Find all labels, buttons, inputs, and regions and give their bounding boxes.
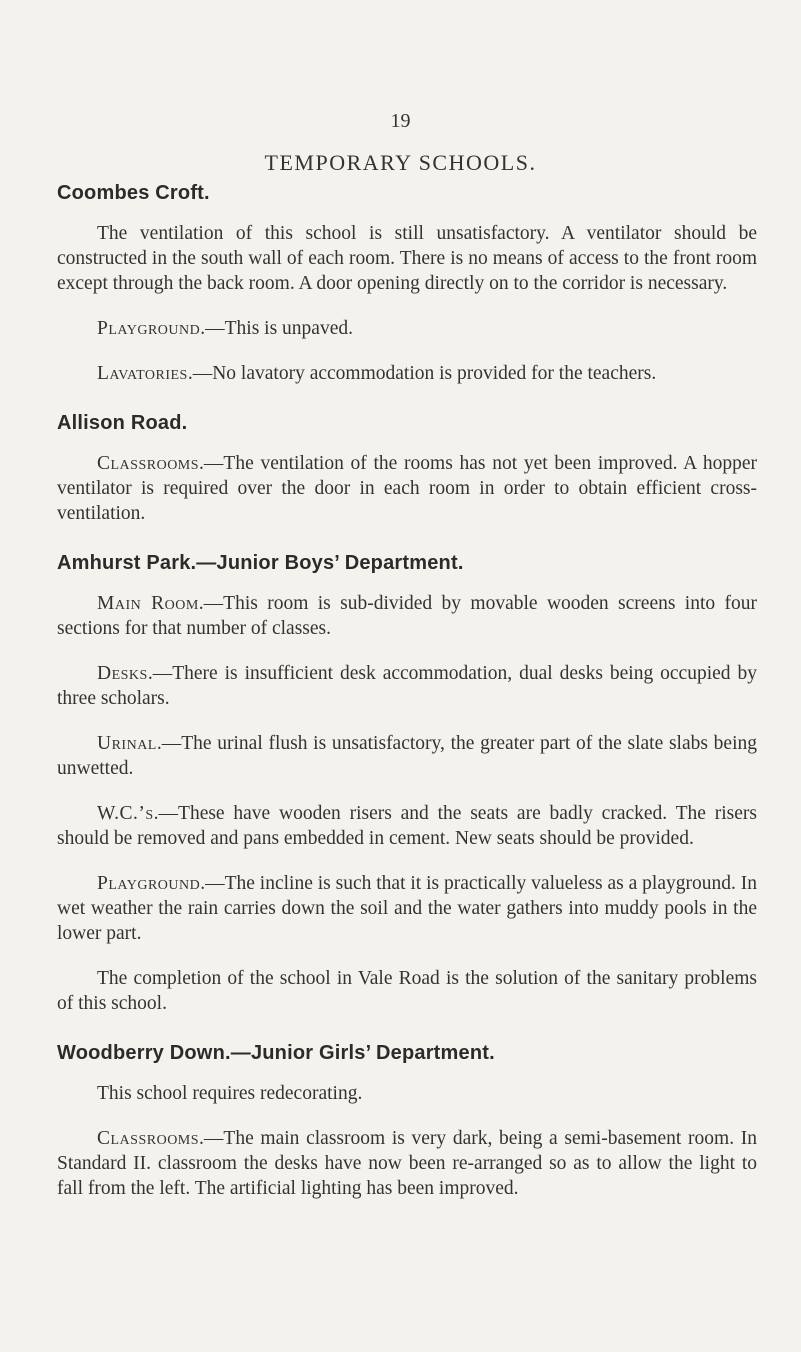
page-title: TEMPORARY SCHOOLS.	[264, 150, 537, 175]
paragraph	[57, 316, 757, 341]
paragraph-text: .—There is insufficient desk accommodation, dual desks being occupied by three scholars.	[57, 663, 757, 709]
paragraph-lead: Urinal	[97, 733, 157, 754]
paragraph	[57, 1081, 757, 1106]
paragraph-text: .—The urinal flush is unsatisfactory, the greater part of the slate slabs being unwetted.	[57, 733, 757, 779]
paragraph-lead: Playground	[97, 318, 201, 339]
section-allison-road	[57, 412, 757, 526]
paragraph	[57, 221, 757, 296]
paragraph-lead: Playground	[97, 873, 201, 894]
section-heading: Woodberry Down.—Junior Girls’ Department.	[57, 1042, 495, 1064]
paragraph-text: .—These have wooden risers and the seats are badly cracked. The risers should be removed and pans embedded in cement. New seats should be provided.	[57, 803, 757, 849]
page-number: 19	[390, 110, 411, 132]
paragraph	[57, 1126, 757, 1201]
section-heading: Amhurst Park.—Junior Boys’ Department.	[57, 552, 464, 574]
paragraph	[57, 591, 757, 641]
paragraph	[57, 451, 757, 526]
paragraph	[57, 801, 757, 851]
paragraph-text: .—The incline is such that it is practically valueless as a playground. In wet weather the rain carries down the soil and the water gathers into muddy pools in the lower part.	[57, 873, 757, 944]
paragraph-text: .—The ventilation of the rooms has not yet been improved. A hopper ventilator is required over the door in each room in order to obtain efficient cross-ventilation.	[57, 453, 757, 524]
paragraph-lead: Classrooms	[97, 453, 200, 474]
paragraph-lead: Classrooms	[97, 1128, 200, 1149]
paragraph-text: .—No lavatory accommodation is provided for the teachers.	[187, 363, 657, 384]
section-heading: Allison Road.	[57, 412, 188, 434]
document-body	[57, 182, 757, 1227]
paragraph	[57, 966, 757, 1016]
paragraph-lead: Lavatories	[97, 363, 188, 384]
section-heading: Coombes Croft.	[57, 182, 210, 204]
paragraph	[57, 361, 757, 386]
paragraph	[57, 731, 757, 781]
paragraph-text: The completion of the school in Vale Road is the solution of the sanitary problems of this school.	[57, 968, 757, 1014]
paragraph-lead: Main Room	[97, 593, 199, 614]
section-woodberry-down	[57, 1042, 757, 1201]
paragraph-lead: W.C.’s	[97, 803, 154, 824]
paragraph	[57, 871, 757, 946]
paragraph-text: .—This is unpaved.	[200, 318, 353, 339]
section-amhurst-park	[57, 552, 757, 1016]
paragraph-text: This school requires redecorating.	[97, 1083, 363, 1104]
paragraph-text: .—The main classroom is very dark, being a semi-basement room. In Standard II. classroom the desks have now been re-arranged so as to allow the light to fall from the left. The artificial lighting has been improved.	[57, 1128, 757, 1199]
paragraph-text: .—This room is sub-divided by movable wooden screens into four sections for that number of classes.	[57, 593, 758, 639]
section-coombes-croft	[57, 182, 757, 386]
paragraph-text: The ventilation of this school is still unsatisfactory. A ventilator should be constructed in the south wall of each room. There is no means of access to the front room except through the back room. A door opening directly on to the corridor is necessary.	[57, 223, 757, 294]
paragraph	[57, 661, 757, 711]
paragraph-lead: Desks	[97, 663, 148, 684]
